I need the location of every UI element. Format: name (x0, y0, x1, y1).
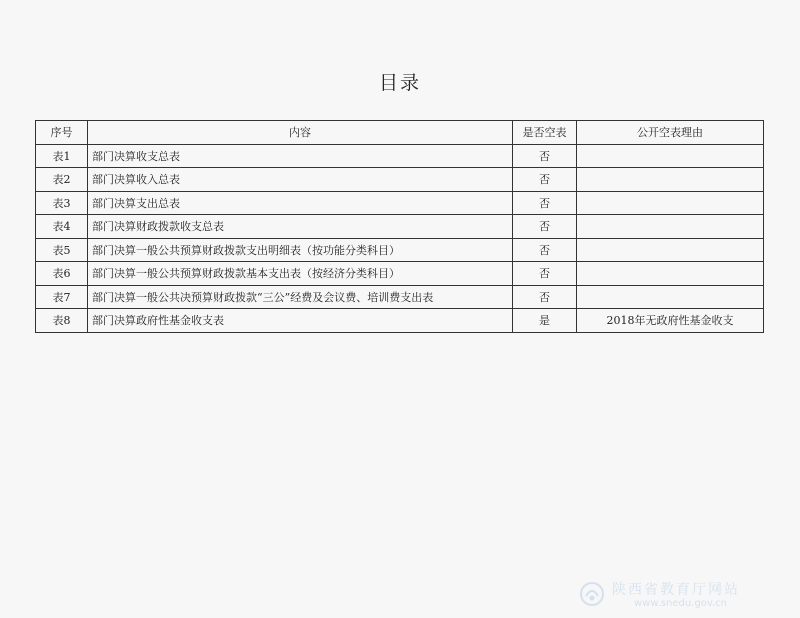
row-content: 部门决算政府性基金收支表 (88, 309, 513, 333)
page-title: 目录 (378, 72, 421, 94)
row-content: 部门决算财政拨款收支总表 (88, 215, 513, 239)
header-content: 内容 (88, 121, 513, 145)
row-no: 表1 (36, 144, 88, 168)
row-reason (577, 168, 764, 192)
table-row (36, 191, 764, 215)
watermark-text: 陕西省教育厅网站 (612, 582, 740, 598)
site-logo-icon (578, 580, 606, 608)
row-no: 表8 (36, 309, 88, 333)
row-empty: 否 (513, 215, 577, 239)
row-reason (577, 262, 764, 286)
table-row (36, 215, 764, 239)
row-empty: 否 (513, 238, 577, 262)
row-no: 表3 (36, 191, 88, 215)
table-row (36, 144, 764, 168)
row-reason: 2018年无政府性基金收支 (577, 309, 764, 333)
toc-table (35, 120, 764, 333)
row-empty: 否 (513, 191, 577, 215)
row-reason (577, 238, 764, 262)
table-row (36, 238, 764, 262)
row-no: 表2 (36, 168, 88, 192)
watermark-url: www.snedu.gov.cn (634, 598, 727, 609)
table-row (36, 285, 764, 309)
site-watermark (578, 578, 778, 614)
row-content: 部门决算支出总表 (88, 191, 513, 215)
table-row (36, 168, 764, 192)
table-row (36, 309, 764, 333)
row-content: 部门决算一般公共决预算财政拨款“三公”经费及会议费、培训费支出表 (88, 285, 513, 309)
row-content: 部门决算一般公共预算财政拨款支出明细表（按功能分类科目） (88, 238, 513, 262)
row-content: 部门决算收入总表 (88, 168, 513, 192)
row-reason (577, 285, 764, 309)
header-reason: 公开空表理由 (577, 121, 764, 145)
row-reason (577, 191, 764, 215)
row-empty: 否 (513, 285, 577, 309)
row-empty: 否 (513, 144, 577, 168)
header-empty: 是否空表 (513, 121, 577, 145)
row-content: 部门决算一般公共预算财政拨款基本支出表（按经济分类科目） (88, 262, 513, 286)
row-empty: 否 (513, 168, 577, 192)
table-header-row (36, 121, 764, 145)
row-reason (577, 144, 764, 168)
row-no: 表6 (36, 262, 88, 286)
header-no: 序号 (36, 121, 88, 145)
row-no: 表4 (36, 215, 88, 239)
table-row (36, 262, 764, 286)
row-reason (577, 215, 764, 239)
row-no: 表5 (36, 238, 88, 262)
row-no: 表7 (36, 285, 88, 309)
row-empty: 否 (513, 262, 577, 286)
row-content: 部门决算收支总表 (88, 144, 513, 168)
row-empty: 是 (513, 309, 577, 333)
